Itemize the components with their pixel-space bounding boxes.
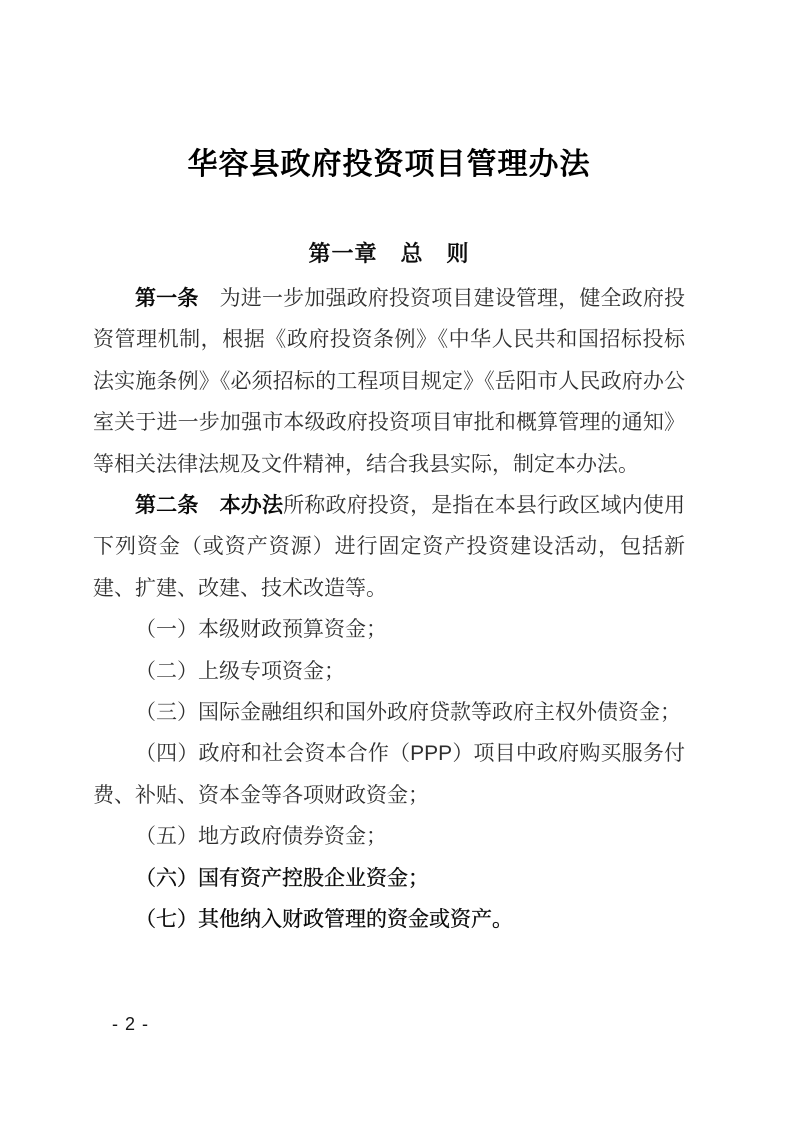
list-item-6: （六）国有资产控股企业资金；	[135, 866, 429, 890]
list-item-4: （四）政府和社会资本合作（PPP）项目中政府购买服务付费、补贴、资本金等各项财政资金；	[93, 742, 685, 807]
article-2-paragraph	[93, 485, 685, 609]
article-2-text: 所称政府投资，是指在本县行政区域内使用下列资金（或资产资源）进行固定资产投资建设活动，包括新建、扩建、改建、技术改造等。	[93, 494, 686, 600]
document-page	[93, 0, 685, 941]
page-title: 华容县政府投资项目管理办法	[187, 148, 591, 181]
article-1-text: 为进一步加强政府投资项目建设管理，健全政府投资管理机制，根据《政府投资条例》《中华人民共和国招标投标法实施条例》《必须招标的工程项目规定》《岳阳市人民政府办公室关于进一步加强市本级政府投资项目审批和概算管理的通知》等相关法律法规及文件精神，结合我县实际，制定本办法。	[93, 287, 686, 476]
list-item-2: （二）上级专项资金；	[135, 659, 345, 683]
list-item-7: （七）其他纳入财政管理的资金或资产。	[135, 908, 513, 932]
list-item-3: （三）国际金融组织和国外政府贷款等政府主权外债资金；	[135, 701, 681, 725]
article-1-label: 第一条	[135, 287, 199, 310]
chapter-heading: 第一章 总 则	[308, 241, 470, 266]
article-1-paragraph	[93, 278, 685, 485]
document-body	[93, 278, 685, 941]
article-2-label: 第二条 本办法	[135, 494, 284, 518]
page-number: - 2 -	[112, 1014, 150, 1034]
list-item-1: （一）本级财政预算资金；	[135, 618, 387, 642]
list-item-5: （五）地方政府债券资金；	[135, 825, 387, 849]
